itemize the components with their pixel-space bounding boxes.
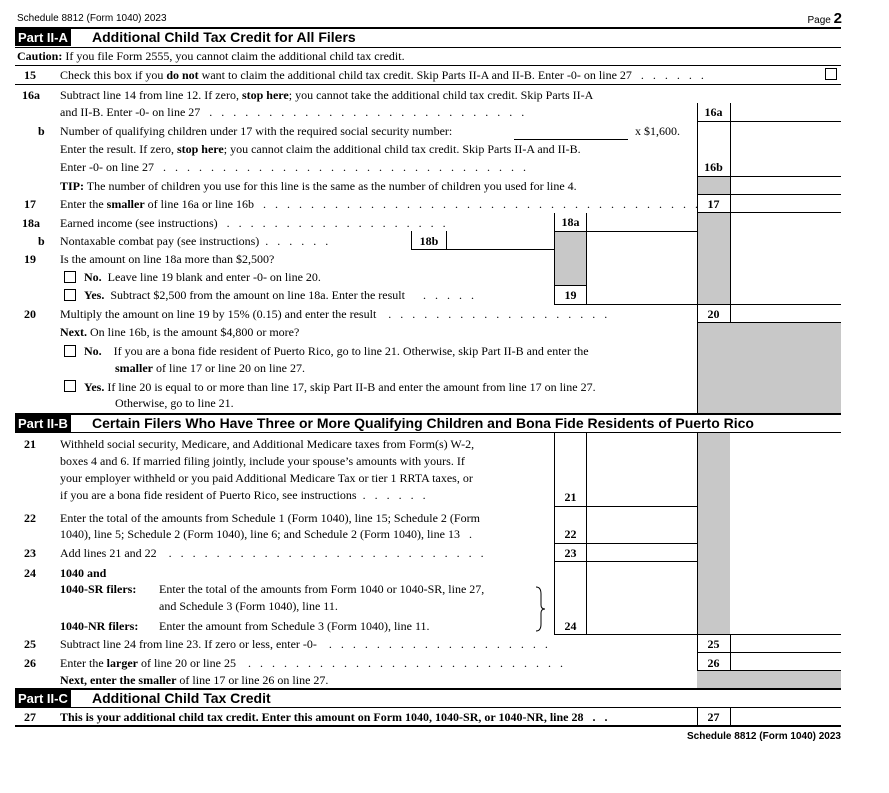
box-18a-divider <box>586 213 587 231</box>
line-17-num: 17 <box>24 197 36 211</box>
line-24-1040sr-text2: and Schedule 3 (Form 1040), line 11. <box>159 599 338 613</box>
line-19-text: Is the amount on line 18a more than $2,500? <box>60 252 275 266</box>
box-25-amount[interactable] <box>731 635 841 652</box>
box-17-label: 17 <box>707 197 720 211</box>
line-26-next-a: Next, enter the <box>60 673 136 687</box>
line-20-no-option-cont <box>115 361 305 376</box>
line-26-rule <box>697 670 841 671</box>
line-16b-text2-a: Enter the result. If zero, <box>60 142 174 156</box>
box-18b-amount[interactable] <box>447 231 554 249</box>
line-17-rule <box>697 212 841 213</box>
box-18b-label: 18b <box>419 234 439 248</box>
line-15-text-c: want to claim the additional child tax credit. Skip Parts II-A and II-B. Enter -0- on line 27 <box>201 68 632 82</box>
line-15-text <box>60 68 704 83</box>
line-16b-leader: . . . . . . . . . . . . . . . . . . . . . . . . . . . . . . . <box>156 160 526 174</box>
line-22-text2-body: 1040), line 5; Schedule 2 (Form 1040), line 6; and Schedule 2 (Form 1040), line 13 <box>60 527 460 541</box>
line-21-text3: your employer withheld or you paid Additional Medicare Tax or tier 1 RRTA taxes, or <box>60 471 473 485</box>
line-19-no-option <box>84 270 321 285</box>
line-20-no-option <box>84 344 589 359</box>
line-16a-text1-a: Subtract line 14 from line 12. If zero, <box>60 88 239 102</box>
line-20-no-text2-b: of line 17 or line 20 on line 27. <box>156 361 305 375</box>
line-16a-text1 <box>60 88 593 103</box>
right-shade-a <box>697 176 730 194</box>
page-number: 2 <box>833 10 842 27</box>
line-20-yes-checkbox[interactable] <box>64 380 76 392</box>
line-18b-text-body: Nontaxable combat pay (see instructions) <box>60 234 260 248</box>
line-24-1040nr-text: Enter the amount from Schedule 3 (Form 1040), line 11. <box>159 619 430 633</box>
line-18b-text <box>60 234 328 249</box>
tip-text: The number of children you use for this line is the same as the number of children you used for line 4. <box>86 179 577 193</box>
box-26-label: 26 <box>707 656 720 670</box>
line-25-text-body: Subtract line 24 from line 23. If zero or less, enter -0- <box>60 637 317 651</box>
line-18b-leader: . . . . . . <box>262 234 329 248</box>
form-name-header: Schedule 8812 (Form 1040) 2023 <box>17 13 167 24</box>
right-shade-c <box>697 322 841 415</box>
line-21-rule <box>554 506 697 507</box>
line-16a-leader: . . . . . . . . . . . . . . . . . . . . . . . . . . . <box>203 105 525 119</box>
right-shade-d <box>697 432 730 634</box>
line-18a-text-body: Earned income (see instructions) <box>60 216 218 230</box>
caution-rule <box>15 65 841 66</box>
box-19-top-rule <box>554 285 587 286</box>
box-27-amount[interactable] <box>731 708 841 725</box>
line-26-text <box>60 656 563 671</box>
line-24-1040sr-text: Enter the total of the amounts from Form 1040 or 1040-SR, line 27, <box>159 582 485 596</box>
line-16b-text3 <box>60 160 526 175</box>
caution-label: Caution: <box>17 49 63 63</box>
line-21-text1: Withheld social security, Medicare, and Additional Medicare taxes from Form(s) W-2, <box>60 437 475 451</box>
line-21-text4 <box>60 488 426 503</box>
caution-body: If you file Form 2555, you cannot claim the additional child tax credit. <box>65 49 405 63</box>
box-24-label: 24 <box>564 619 577 633</box>
line-19-leader: . . . . . <box>407 288 474 302</box>
line-25-num: 25 <box>24 637 36 651</box>
box-19-amount[interactable] <box>587 286 696 304</box>
box-20-label: 20 <box>707 307 720 321</box>
line-19-yes-checkbox[interactable] <box>64 289 76 301</box>
line-20-leader: . . . . . . . . . . . . . . . . . . . <box>379 307 608 321</box>
line-26-next-b: smaller <box>138 673 177 687</box>
line-25-leader: . . . . . . . . . . . . . . . . . . . <box>319 637 548 651</box>
line-22-leader: . <box>462 527 472 541</box>
page-indicator <box>808 10 842 27</box>
line-26-text-a: Enter the <box>60 656 104 670</box>
line-18a-num: 18a <box>22 216 40 230</box>
line-20-yes-label: Yes. <box>84 380 105 394</box>
right-col-line-a <box>697 103 698 415</box>
box-24-amount[interactable] <box>587 617 696 634</box>
line-24-num: 24 <box>24 566 36 580</box>
line-23-text-body: Add lines 21 and 22 <box>60 546 157 560</box>
line-23-text <box>60 546 484 561</box>
box-21-label: 21 <box>564 490 577 504</box>
line-26-next <box>60 673 328 688</box>
line-17-text-c: of line 16a or line 16b <box>147 197 254 211</box>
line-27-leader: . . <box>586 710 608 724</box>
line-15-num: 15 <box>24 68 36 82</box>
part-2a-tag: Part II-A <box>15 29 71 46</box>
line-24-text1: 1040 and <box>60 566 107 580</box>
box-16b-label: 16b <box>704 160 723 174</box>
line-23-rule <box>554 561 697 562</box>
line-20-no-text1: If you are a bona fide resident of Puerto Rico, go to line 21. Otherwise, skip Part II-B and enter the <box>113 344 589 358</box>
line-23-leader: . . . . . . . . . . . . . . . . . . . . . . . . . . . <box>159 546 484 560</box>
line-15-text-a: Check this box if you <box>60 68 164 82</box>
right-shade-e <box>697 670 841 688</box>
line-21-text4-body: if you are a bona fide resident of Puerto Rico, see instructions <box>60 488 357 502</box>
box-16b-amount[interactable] <box>731 158 841 176</box>
part-2b-rule <box>15 432 841 433</box>
line-27-text <box>60 710 607 725</box>
line-21-num: 21 <box>24 437 36 451</box>
line-26-text-b: larger <box>106 656 138 670</box>
line-19-num: 19 <box>24 252 36 266</box>
box-21-amount[interactable] <box>587 488 696 506</box>
line-26-text-c: of line 20 or line 25 <box>140 656 236 670</box>
line-23-num: 23 <box>24 546 36 560</box>
line-18a-rule <box>554 231 697 232</box>
line-16b-text2-b: stop here <box>176 142 224 156</box>
box-16a-label: 16a <box>704 105 723 119</box>
part-2b-title: Certain Filers Who Have Three or More Qualifying Children and Bona Fide Residents of Puerto Rico <box>92 415 754 431</box>
line-19-no-text: Leave line 19 blank and enter -0- on line 20. <box>107 270 321 284</box>
box-18a-amount[interactable] <box>587 213 696 231</box>
line-16b-text1: Number of qualifying children under 17 with the required social security number: <box>60 124 453 138</box>
line-16b-text2 <box>60 142 581 157</box>
right-col-line-b <box>730 103 731 322</box>
line-16a-text2-body: and II-B. Enter -0- on line 27 <box>60 105 201 119</box>
line-15-text-b: do not <box>166 68 199 82</box>
line-17-leader: . . . . . . . . . . . . . . . . . . . . . . . . . . . . . . . . . . . . . <box>256 197 698 211</box>
qualifying-children-field[interactable] <box>514 139 628 140</box>
bottom-rule <box>15 725 841 727</box>
line-26-leader: . . . . . . . . . . . . . . . . . . . . . . . . . . . <box>238 656 563 670</box>
box-17-amount[interactable] <box>731 195 841 213</box>
line-20-next <box>60 325 299 340</box>
line-20-num: 20 <box>24 307 36 321</box>
line-17-text <box>60 197 698 212</box>
line-20-no-text2-a: smaller <box>115 361 153 375</box>
box-27-label: 27 <box>707 710 720 724</box>
line-16a-rule <box>697 121 841 122</box>
line-16a-num: 16a <box>22 88 40 102</box>
line-20-yes-text1: If line 20 is equal to or more than line 17, skip Part II-B and enter the amount from line 17 on line 27. <box>107 380 596 394</box>
line-15-checkbox[interactable] <box>825 68 837 80</box>
line-24-1040sr-label: 1040-SR filers: <box>60 582 137 596</box>
page-label: Page <box>807 15 831 26</box>
line-18a-text <box>60 216 446 231</box>
part-2a-title: Additional Child Tax Credit for All Filers <box>92 29 356 45</box>
line-22-num: 22 <box>24 511 36 525</box>
box-22-amount[interactable] <box>587 525 696 543</box>
line-20-text-body: Multiply the amount on line 19 by 15% (0.15) and enter the result <box>60 307 377 321</box>
box-23-label: 23 <box>564 546 577 560</box>
line-16b-num: b <box>38 124 45 138</box>
line-17-text-a: Enter the <box>60 197 104 211</box>
mid-shade-19 <box>555 231 586 285</box>
box-26-amount[interactable] <box>731 653 841 670</box>
line-20-text <box>60 307 607 322</box>
part-2c-rule <box>15 707 841 708</box>
line-20-no-checkbox[interactable] <box>64 345 76 357</box>
line-15-leader: . . . . . . <box>634 68 704 82</box>
line-16b-text3-body: Enter -0- on line 27 <box>60 160 154 174</box>
line-25-text <box>60 637 548 652</box>
line-21-text2: boxes 4 and 6. If married filing jointly, include your spouse’s amounts with yours. If <box>60 454 465 468</box>
line-16b-text2-c: ; you cannot claim the additional child tax credit. Skip Parts II-A and II-B. <box>223 142 581 156</box>
line-19-no-checkbox[interactable] <box>64 271 76 283</box>
form-name-footer: Schedule 8812 (Form 1040) 2023 <box>687 731 841 742</box>
line-20-next-label: Next. <box>60 325 87 339</box>
part-2b-tag: Part II-B <box>15 415 71 432</box>
line-22-text1: Enter the total of the amounts from Schedule 1 (Form 1040), line 15; Schedule 2 (Form <box>60 511 480 525</box>
line-18b-rule <box>411 249 555 250</box>
line-20-yes-option <box>84 380 596 395</box>
box-16a-amount[interactable] <box>731 103 841 121</box>
line-27-num: 27 <box>24 710 36 724</box>
box-22-label: 22 <box>564 527 577 541</box>
line-26-next-c: of line 17 or line 26 on line 27. <box>179 673 329 687</box>
part-2c-title: Additional Child Tax Credit <box>92 690 271 706</box>
line-20-yes-option-cont: Otherwise, go to line 21. <box>115 396 234 410</box>
line-22-text2 <box>60 527 472 542</box>
right-shade-b <box>697 213 730 304</box>
line-17-text-b: smaller <box>106 197 145 211</box>
line-16b-multiplier: x $1,600. <box>635 124 680 138</box>
box-25-label: 25 <box>707 637 720 651</box>
line-19-no-label: No. <box>84 270 102 284</box>
line-19-yes-label: Yes. <box>84 288 105 302</box>
line-18b-num: b <box>38 234 45 248</box>
box-19-label: 19 <box>564 288 577 302</box>
line-16a-text1-c: ; you cannot take the additional child tax credit. Skip Parts II-A <box>288 88 594 102</box>
right-col-line-c <box>697 432 698 670</box>
line-20-next-text: On line 16b, is the amount $4,800 or more? <box>90 325 300 339</box>
line-16a-text1-b: stop here <box>241 88 289 102</box>
line-16b-rule <box>697 176 841 177</box>
part-2c-tag: Part II-C <box>15 690 71 707</box>
line-26-num: 26 <box>24 656 36 670</box>
box-20-amount[interactable] <box>731 305 841 322</box>
line-19-yes-text: Subtract $2,500 from the amount on line 18a. Enter the result <box>110 288 405 302</box>
line-16b-tip <box>60 179 577 194</box>
line-18a-leader: . . . . . . . . . . . . . . . . . . . <box>220 216 446 230</box>
line-20-no-label: No. <box>84 344 102 358</box>
line-21-leader: . . . . . . <box>359 488 426 502</box>
line-15-rule <box>15 84 841 85</box>
line-19-yes-option <box>84 288 474 303</box>
line-24-1040nr-label: 1040-NR filers: <box>60 619 139 633</box>
caution-text <box>17 49 405 64</box>
box-23-amount[interactable] <box>587 544 696 562</box>
line-20-rule <box>697 322 841 323</box>
tip-label: TIP: <box>60 179 84 193</box>
line-27-text-body: This is your additional child tax credit. Enter this amount on Form 1040, 1040-SR, or 1040-NR, line 28 <box>60 710 584 724</box>
part-2a-rule <box>15 47 841 48</box>
box-18a-label: 18a <box>561 215 580 229</box>
line-24-brace-icon <box>533 586 547 632</box>
line-16a-text2 <box>60 105 524 120</box>
